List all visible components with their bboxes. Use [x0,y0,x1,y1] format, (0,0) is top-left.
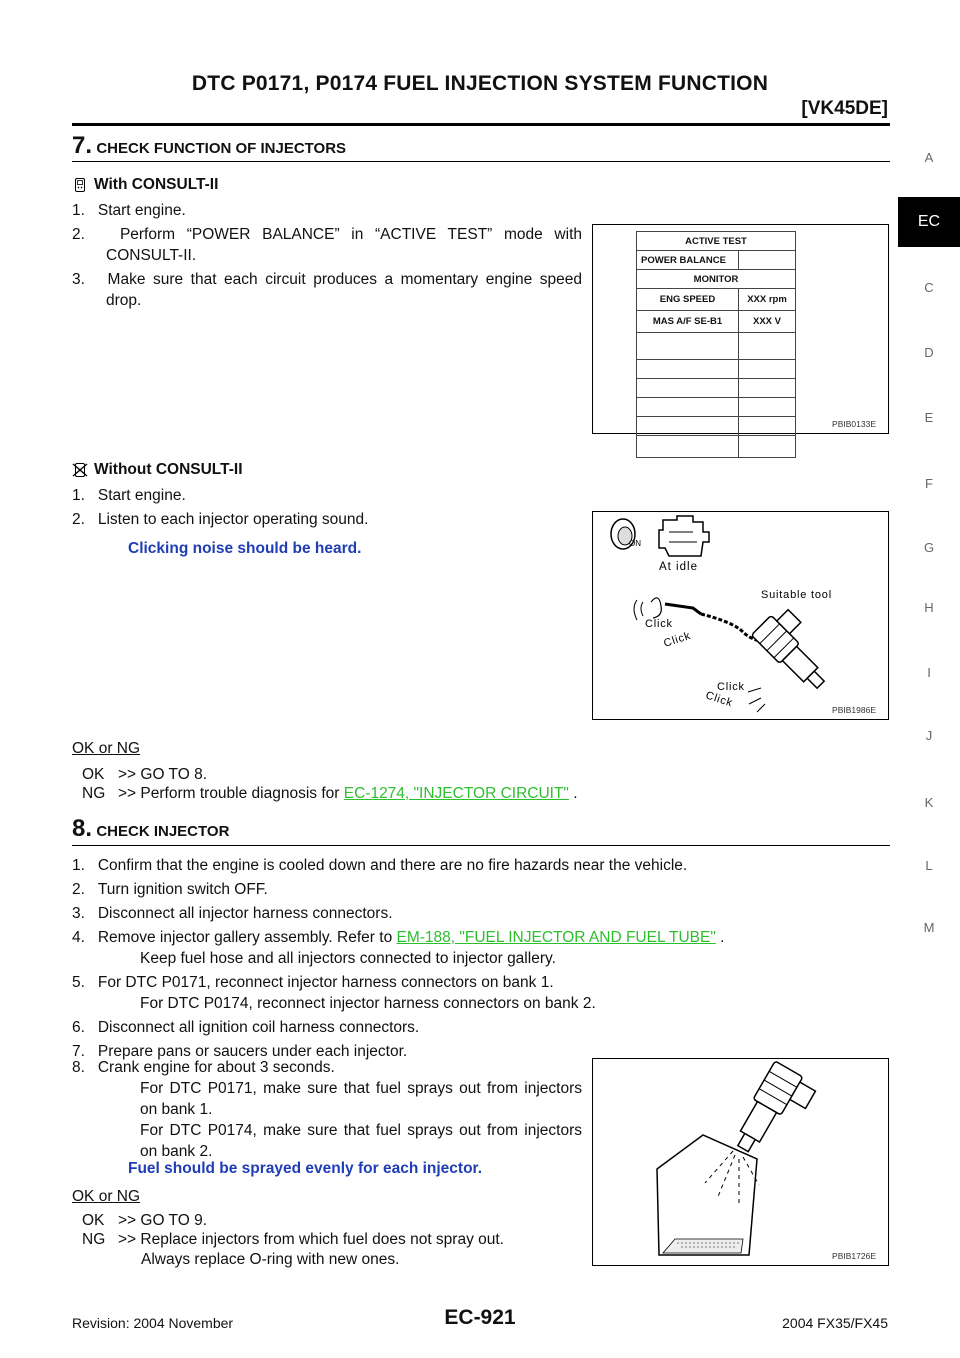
screen-mode: POWER BALANCE [637,251,739,270]
side-index-letter[interactable]: M [923,920,935,935]
side-index-letter[interactable]: H [924,600,934,615]
step8-list-lower [72,1057,582,1162]
consult-screen-figure [592,224,889,434]
click-label: Click [704,689,735,710]
screen-title: ACTIVE TEST [637,232,796,251]
injector-icon [751,604,842,695]
consult-tester-icon [72,177,88,193]
result-ng: NG >> Perform trouble diagnosis for EC-1274, "INJECTOR CIRCUIT" . [82,785,578,802]
list-item: 1. Start engine. [72,487,186,504]
side-index-letter[interactable]: G [923,540,935,555]
step8-list-upper [72,855,882,1062]
ok-ng-label: OK or NG [72,740,141,757]
injector-circuit-link[interactable]: EC-1274, "INJECTOR CIRCUIT" [343,785,569,802]
result-ng: NG >> Replace injectors from which fuel does not spray out. Always replace O-ring with new ones. [82,1231,504,1268]
step-number: 7. [72,132,93,159]
suitable-tool-label: Suitable tool [761,589,832,601]
list-item: 3. Make sure that each circuit produces a momentary engine speed drop. [72,271,583,309]
at-idle-label: At idle [659,561,698,573]
side-index-letter[interactable]: E [924,410,934,425]
result-ok: OK >> GO TO 9. [82,1212,208,1229]
list-item: 4. Remove injector gallery assembly. Refer to EM-188, "FUEL INJECTOR AND FUEL TUBE" . Keep fuel hose and all injectors connected to injector gallery. [72,929,725,967]
vehicle-model: 2004 FX35/FX45 [782,1315,888,1331]
side-index-letter[interactable]: K [924,795,934,810]
click-label: Click [717,681,745,693]
side-index-letter[interactable]: L [925,858,933,873]
side-index-active-tab[interactable]: EC [898,197,960,247]
injector-icon [729,1061,818,1166]
fuel-spray-illustration [593,1059,887,1264]
side-index-letter[interactable]: D [924,345,934,360]
step-number: 8. [72,815,93,842]
side-index-letter[interactable]: C [924,280,934,295]
page-number: EC-921 [444,1306,516,1329]
step7-heading [72,132,346,160]
figure-code: PBIB1986E [832,705,876,715]
without-consult-list [72,485,572,530]
monitor-label: ENG SPEED [637,289,739,311]
list-item: 7. Prepare pans or saucers under each injector. [72,1043,408,1060]
monitor-value: XXX V [739,311,796,333]
without-consult-text: Without CONSULT-II [94,461,243,478]
step-rule [72,161,890,162]
click-label: Click [645,618,673,630]
screen-monitor: MONITOR [637,270,796,289]
click-label: Click [662,629,693,650]
fuel-injector-link[interactable]: EM-188, "FUEL INJECTOR AND FUEL TUBE" [396,929,716,946]
with-consult-label [72,176,218,194]
list-item: 3. Disconnect all injector harness connectors. [72,905,393,922]
side-index-letter[interactable]: J [925,728,933,743]
with-consult-list [72,200,582,311]
figure-code: PBIB0133E [832,419,876,429]
revision-label: Revision: 2004 November [72,1315,234,1331]
list-item: 2. Turn ignition switch OFF. [72,881,268,898]
spec-fuel-spray: Fuel should be sprayed evenly for each injector. [128,1160,483,1177]
engine-model: [VK45DE] [801,98,888,119]
without-consult-label [72,461,243,479]
fuel-spray-figure [592,1058,889,1266]
figure-code: PBIB1726E [832,1251,876,1261]
step8-heading [72,815,229,843]
list-item: 1. Start engine. [72,202,186,219]
engine-icon [659,516,709,556]
consult-screen [636,231,796,458]
step-title: CHECK FUNCTION OF INJECTORS [96,140,347,157]
injector-sound-illustration [593,512,887,718]
side-index-letter[interactable]: F [925,476,933,491]
step-rule [72,845,890,846]
on-label: ON [629,539,641,548]
side-index-letter[interactable]: A [924,150,934,165]
list-item: 8. Crank engine for about 3 seconds. For DTC P0171, make sure that fuel sprays out from injectors on bank 1. For DTC P0174, make sure that fuel sprays out from injectors on bank 2. [72,1059,582,1160]
container-icon [657,1135,757,1255]
header-rule [72,123,890,126]
list-item: 2. Listen to each injector operating sound. [72,511,369,528]
list-item: 5. For DTC P0171, reconnect injector harness connectors on bank 1. For DTC P0174, reconnect injector harness connectors on bank 2. [72,974,596,1012]
ear-icon [651,598,661,618]
monitor-value: XXX rpm [739,289,796,311]
result-ok: OK >> GO TO 8. [82,766,208,783]
page-title: DTC P0171, P0174 FUEL INJECTION SYSTEM FUNCTION [191,72,769,95]
ok-ng-label: OK or NG [72,1188,141,1205]
monitor-label: MAS A/F SE-B1 [637,311,739,333]
spec-clicking: Clicking noise should be heard. [128,540,362,557]
injector-sound-figure [592,511,889,720]
with-consult-text: With CONSULT-II [94,176,219,193]
side-index-letter[interactable]: I [927,665,931,680]
no-tester-icon [72,462,88,478]
list-item: 6. Disconnect all ignition coil harness connectors. [72,1019,420,1036]
step-title: CHECK INJECTOR [96,823,230,840]
list-item: 1. Confirm that the engine is cooled down and there are no fire hazards near the vehicle. [72,857,688,874]
list-item: 2. Perform “POWER BALANCE” in “ACTIVE TEST” mode with CONSULT-II. [72,226,582,264]
